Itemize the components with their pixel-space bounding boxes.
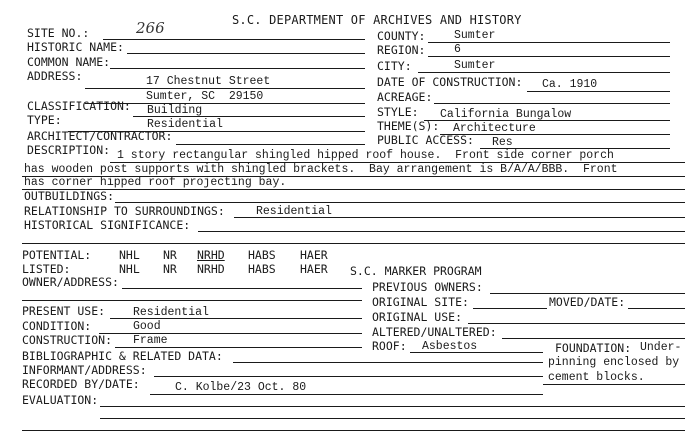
county-line: [428, 42, 670, 43]
significance-line-2: [22, 243, 685, 244]
previous-owners-line: [490, 293, 685, 294]
historic-name-label: HISTORIC NAME:: [27, 40, 124, 54]
region-value: 6: [454, 43, 461, 56]
listed-nr: NR: [163, 262, 177, 276]
address-line-1-rule: [85, 88, 365, 89]
site-no-value: 266: [136, 19, 165, 37]
construction-label: CONSTRUCTION:: [22, 333, 113, 347]
roof-value: Asbestos: [422, 340, 478, 353]
present-use-label: PRESENT USE:: [22, 304, 106, 318]
evaluation-label: EVALUATION:: [22, 393, 99, 407]
significance-line: [198, 231, 685, 232]
moved-date-line: [628, 308, 685, 309]
potential-nhl: NHL: [119, 248, 140, 262]
site-no-label: SITE NO.:: [27, 26, 90, 40]
roof-line: [410, 352, 543, 353]
classification-line: [133, 116, 365, 117]
city-value: Sumter: [454, 59, 496, 72]
altered-label: ALTERED/UNALTERED:: [372, 325, 497, 339]
description-rule-3: [22, 189, 685, 190]
historic-name-line: [127, 53, 365, 54]
original-use-line: [468, 323, 685, 324]
original-site-line: [473, 308, 547, 309]
present-use-line: [110, 318, 362, 319]
listed-habs: HABS: [248, 262, 276, 276]
bibliographic-line: [233, 362, 543, 363]
address-line-2: Sumter, SC 29150: [146, 90, 264, 103]
county-value: Sumter: [454, 29, 496, 42]
present-use-value: Residential: [133, 306, 209, 319]
original-site-label: ORIGINAL SITE:: [372, 295, 469, 309]
bibliographic-label: BIBLIOGRAPHIC & RELATED DATA:: [22, 349, 223, 363]
owner-label: OWNER/ADDRESS:: [22, 275, 119, 289]
condition-value: Good: [133, 320, 161, 333]
style-label: STYLE:: [377, 105, 419, 119]
acreage-line: [434, 103, 670, 104]
acreage-label: ACREAGE:: [377, 90, 433, 104]
marker-program-label: S.C. MARKER PROGRAM: [350, 264, 482, 278]
common-name-line: [110, 68, 365, 69]
foundation-value-3: cement blocks.: [548, 371, 645, 384]
city-label: CITY:: [377, 59, 412, 73]
type-label: TYPE:: [27, 113, 62, 127]
relationship-label: RELATIONSHIP TO SURROUNDINGS:: [24, 204, 225, 218]
address-line-1: 17 Chestnut Street: [146, 75, 271, 88]
public-access-value: Res: [492, 136, 513, 149]
style-line: [424, 120, 670, 121]
themes-label: THEME(S):: [377, 119, 440, 133]
listed-nhl: NHL: [119, 262, 140, 276]
listed-nrhd: NRHD: [197, 262, 225, 276]
city-line: [418, 72, 670, 73]
foundation-value-1: Under-: [640, 341, 682, 354]
style-value: California Bungalow: [440, 108, 572, 121]
condition-label: CONDITION:: [22, 319, 92, 333]
informant-label: INFORMANT/ADDRESS:: [22, 363, 147, 377]
evaluation-line-3: [22, 430, 685, 431]
architect-line: [176, 144, 365, 145]
description-line-2: has wooden post supports with shingled brackets. Bay arrangement is B/A/A/BBB. Front: [24, 163, 618, 176]
region-line: [428, 56, 670, 57]
architect-label: ARCHITECT/CONTRACTOR:: [27, 129, 173, 143]
outbuildings-label: OUTBUILDINGS:: [24, 189, 115, 203]
relationship-value: Residential: [256, 205, 332, 218]
foundation-line: [543, 384, 685, 385]
date-of-construction-label: DATE OF CONSTRUCTION:: [377, 75, 523, 89]
evaluation-line: [100, 406, 685, 407]
common-name-label: COMMON NAME:: [27, 55, 111, 69]
description-label: DESCRIPTION:: [27, 143, 111, 157]
public-access-label: PUBLIC ACCESS:: [377, 133, 474, 147]
county-label: COUNTY:: [377, 29, 426, 43]
construction-line: [115, 347, 362, 348]
themes-value: Architecture: [453, 122, 536, 135]
agency-header: S.C. DEPARTMENT OF ARCHIVES AND HISTORY: [232, 13, 522, 27]
informant-line: [154, 376, 543, 377]
recorded-by-line: [150, 394, 543, 395]
date-of-construction-line: [527, 91, 670, 92]
significance-label: HISTORICAL SIGNIFICANCE:: [24, 218, 191, 232]
recorded-by-label: RECORDED BY/DATE:: [22, 377, 140, 391]
address-label: ADDRESS:: [27, 69, 83, 83]
description-line-1: 1 story rectangular shingled hipped roof house. Front side corner porch: [117, 149, 614, 162]
classification-value: Building: [147, 104, 203, 117]
potential-haer: HAER: [300, 248, 328, 262]
classification-label: CLASSIFICATION:: [27, 99, 131, 113]
date-of-construction-value: Ca. 1910: [542, 78, 598, 91]
description-line-3: has corner hipped roof projecting bay.: [24, 176, 287, 189]
site-no-line: [103, 39, 365, 40]
roof-label: ROOF:: [372, 339, 407, 353]
potential-nrhd: NRHD: [197, 248, 225, 262]
listed-label: LISTED:: [22, 262, 71, 276]
potential-habs: HABS: [248, 248, 276, 262]
owner-line-2: [22, 300, 362, 301]
outbuildings-line: [115, 202, 685, 203]
region-label: REGION:: [377, 43, 426, 57]
altered-line: [502, 338, 685, 339]
potential-label: POTENTIAL:: [22, 248, 92, 262]
owner-line: [122, 288, 362, 289]
evaluation-line-2: [100, 418, 685, 419]
potential-nr: NR: [163, 248, 177, 262]
construction-value: Frame: [133, 334, 168, 347]
original-use-label: ORIGINAL USE:: [372, 310, 463, 324]
listed-haer: HAER: [300, 262, 328, 276]
relationship-line: [234, 217, 685, 218]
themes-line: [440, 134, 670, 135]
foundation-label: FOUNDATION:: [555, 341, 632, 355]
recorded-by-value: C. Kolbe/23 Oct. 80: [175, 381, 307, 394]
previous-owners-label: PREVIOUS OWNERS:: [372, 280, 483, 294]
moved-date-label: MOVED/DATE:: [549, 295, 626, 309]
type-value: Residential: [147, 118, 223, 131]
foundation-value-2: pinning enclosed by: [548, 356, 680, 369]
